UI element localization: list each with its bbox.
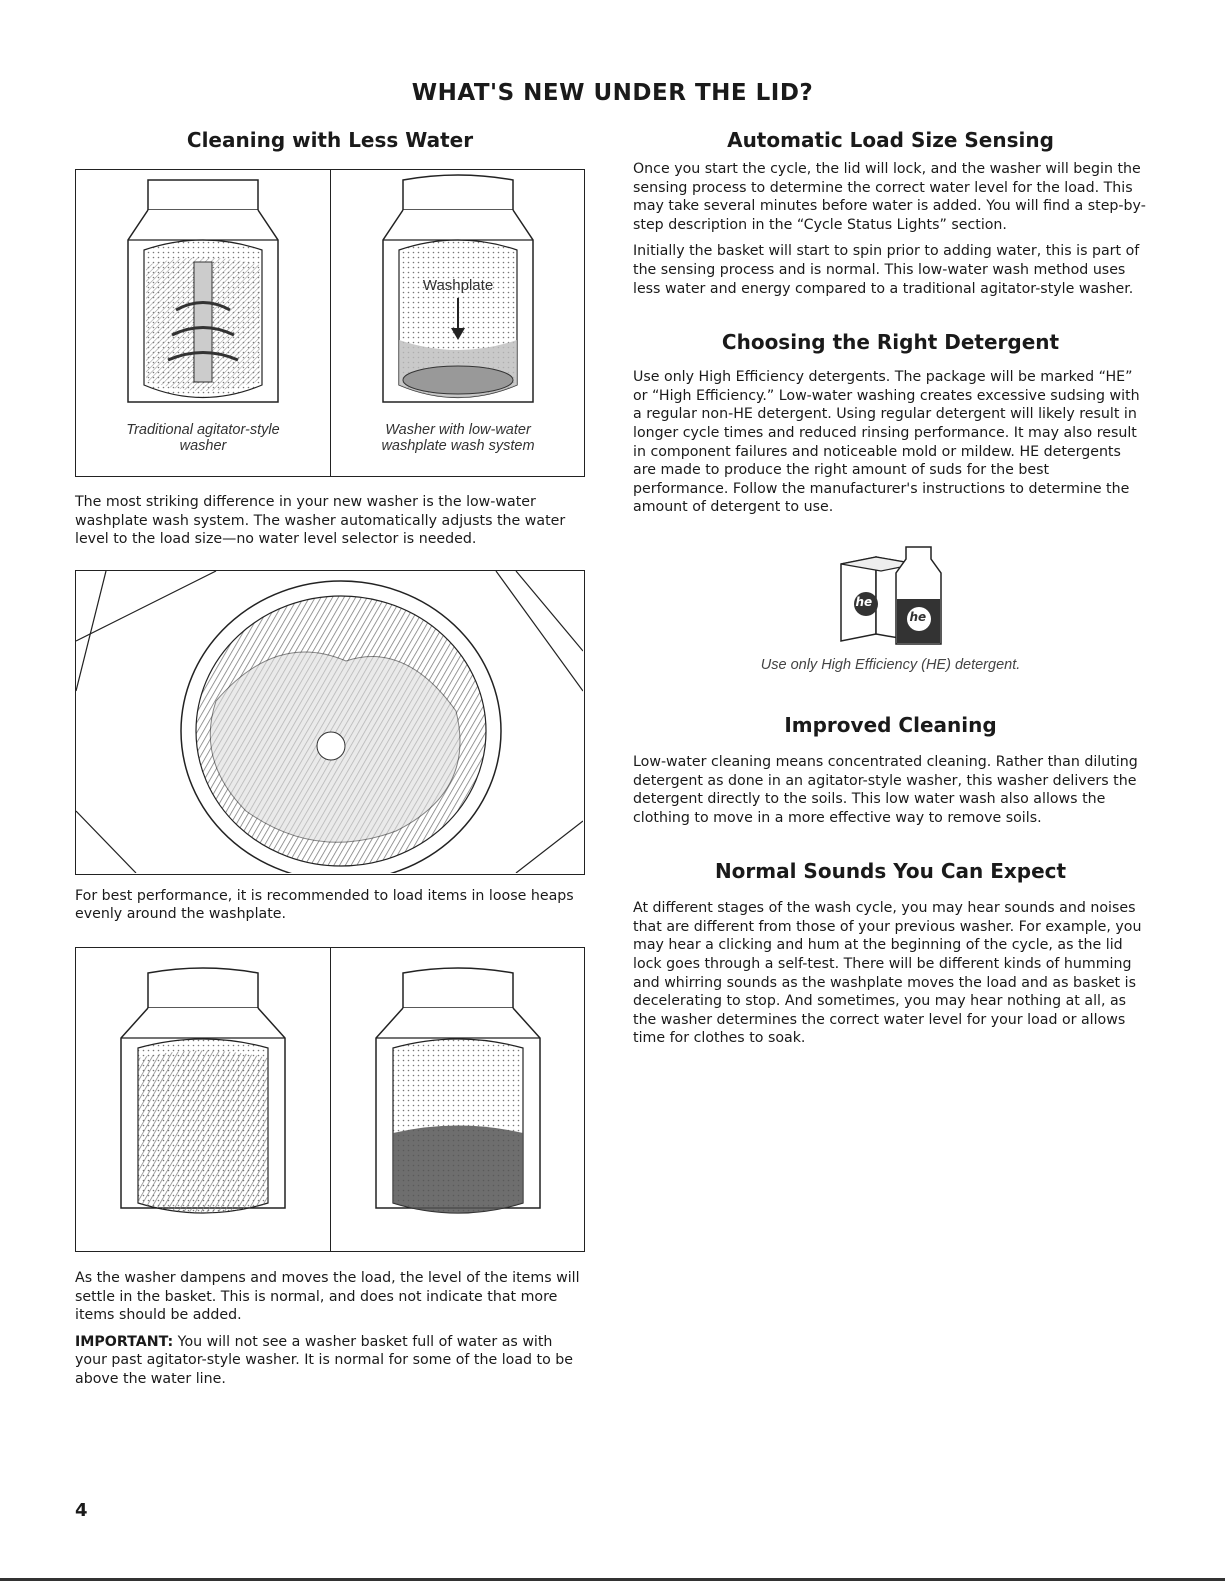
- paragraph-sensing-1: Once you start the cycle, the lid will lock, and the washer will begin the sensing process to determine the correct water level for the load. This may take several minutes before water is added. You will find a step-by-step description in the “Cycle Status Lights” section.: [633, 161, 1146, 233]
- paragraph-sounds: At different stages of the wash cycle, you may hear sounds and noises that are different from those of your previous washer. For example, you may hear a clicking and hum at the beginning of the cycle, as the lid lock goes through a self-test. There will be different kinds of humming and whirring sounds as the washplate moves the load and as basket is decelerating to stop. And sometimes, you may hear nothing at all, as the washer determines the correct water level for your load or allows time for clothes to soak.: [633, 900, 1142, 1047]
- settled-load-illustration: [330, 948, 585, 1251]
- dry-load-illustration: [76, 948, 330, 1251]
- paragraph-load-settles: As the washer dampens and moves the load, the level of the items will settle in the basket. This is normal, and does not indicate that more items should be added.: [75, 1269, 580, 1324]
- agitator-washer-illustration: [76, 170, 330, 476]
- page-title: WHAT'S NEW UNDER THE LID?: [411, 80, 814, 106]
- he-caption: Use only High Efficiency (HE) detergent.: [760, 656, 1021, 673]
- washer-comparison-figure: [75, 169, 585, 477]
- paragraph-low-water: The most striking difference in your new washer is the low-water washplate wash system. The washer automatically adjusts the water level to the load size—no water level selector is needed.: [75, 494, 566, 548]
- he-logo-box: he: [855, 594, 873, 609]
- load-settling-figure: [75, 947, 585, 1252]
- section-heading-detergent: Choosing the Right Detergent: [721, 330, 1060, 355]
- paragraph-detergent: Use only High Efficiency detergents. The package will be marked “HE” or “High Efficiency.” Low-water washing creates excessive sudsing with a regular non-HE detergent. Using regular detergent will likely result in longer cycle times and reduced rinsing performance. It may also result in component failures and noticeable mold or mildew. HE detergents are made to produce the right amount of suds for the best performance. Follow the manufacturer's instructions to determine the amount of detergent to use.: [633, 369, 1140, 516]
- paragraph-cleaning: Low-water cleaning means concentrated cleaning. Rather than diluting detergent as done in an agitator-style washer, this washer delivers the detergent directly to the soils. This low water wash also allows the clothing to move in a more effective way to remove soils.: [633, 753, 1138, 826]
- basket-top-view-figure: [75, 570, 585, 875]
- left-column: [75, 128, 585, 1389]
- paragraph-sensing-2: Initially the basket will start to spin prior to adding water, this is part of the sensing process and is normal. This low-water wash method uses less water and energy compared to a traditional agitator-style washer.: [633, 243, 1140, 297]
- section-heading-less-water: Cleaning with Less Water: [186, 128, 474, 152]
- washplate-callout: Washplate: [422, 277, 494, 294]
- section-heading-load-sensing: Automatic Load Size Sensing: [727, 128, 1054, 152]
- important-text: You will not see a washer basket full of water as with your past agitator-style washer. It is normal for some of the load to be above the water line.: [75, 1333, 574, 1387]
- agitator-caption: Traditional agitator-style washer: [126, 422, 280, 454]
- loaded-basket-illustration: [76, 571, 584, 874]
- page-number: 4: [75, 1500, 88, 1521]
- important-label: IMPORTANT:: [75, 1333, 174, 1350]
- he-detergent-illustration: [811, 539, 971, 649]
- washplate-caption: Washer with low-water washplate wash system: [381, 422, 535, 454]
- section-heading-cleaning: Improved Cleaning: [784, 712, 997, 737]
- washplate-washer-illustration: [330, 170, 585, 476]
- he-logo-bottle: he: [909, 609, 927, 624]
- right-column: [633, 128, 1148, 1048]
- section-heading-sounds: Normal Sounds You Can Expect: [714, 859, 1067, 884]
- paragraph-important: [75, 1333, 585, 1389]
- paragraph-load-items: For best performance, it is recommended to load items in loose heaps evenly around the washplate.: [75, 887, 574, 923]
- page-bottom-rule: [0, 1578, 1225, 1581]
